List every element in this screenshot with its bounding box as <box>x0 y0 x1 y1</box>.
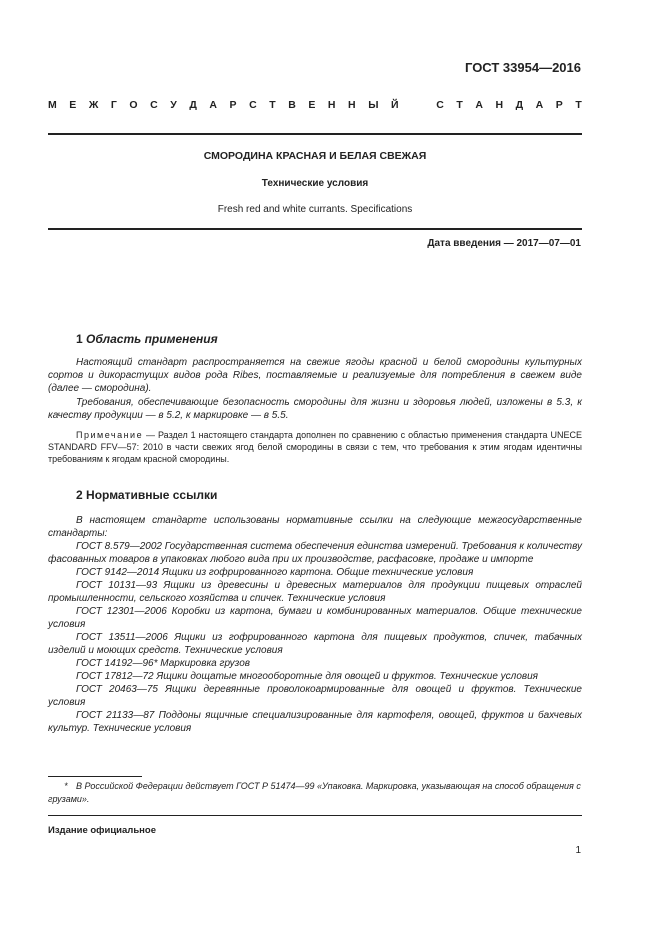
heading-letter: Т <box>269 99 276 111</box>
heading-letter: В <box>288 99 296 111</box>
section-1-heading <box>76 332 218 346</box>
heading-letter: Т <box>575 99 582 111</box>
heading-letter: С <box>150 99 158 111</box>
heading-letter: Т <box>456 99 463 111</box>
english-title: Fresh red and white currants. Specifications <box>217 204 413 215</box>
page-number: 1 <box>575 845 581 856</box>
heading-letter: Ы <box>368 99 379 111</box>
heading-letter: А <box>209 99 217 111</box>
document-title: СМОРОДИНА КРАСНАЯ И БЕЛАЯ СВЕЖАЯ <box>203 150 427 162</box>
section-1-paragraph-1: Настоящий стандарт распространяется на свежие ягоды красной и белой смородины культурных сортов и дикорастущих видов рода Ribes, поставляемые и реализуемые для потребления в свежем виде (далее — смородина). <box>48 357 582 394</box>
effective-date: Дата введения — 2017—07—01 <box>427 238 581 249</box>
footer-rule <box>48 815 582 816</box>
heading-letter: А <box>475 99 483 111</box>
reference-list <box>48 540 582 735</box>
section-2-heading <box>76 488 217 502</box>
section-2-title: Нормативные ссылки <box>86 488 218 502</box>
heading-letter: Г <box>110 99 117 111</box>
footnote-rule <box>48 776 142 777</box>
reference-item: ГОСТ 14192—96* Маркировка грузов <box>76 658 250 669</box>
title-rule <box>48 228 582 230</box>
section-1-note <box>48 429 582 465</box>
heading-letter: Н <box>495 99 504 111</box>
heading-letter: Д <box>515 99 524 111</box>
heading-letter: У <box>170 99 177 111</box>
reference-item: ГОСТ 9142—2014 Ящики из гофрированного картона. Общие технические условия <box>76 567 474 578</box>
reference-item: ГОСТ 12301—2006 Коробки из картона, бумаги и комбинированных материалов. Общие технические условия <box>48 606 582 630</box>
document-number: ГОСТ 33954—2016 <box>465 60 581 75</box>
reference-item: ГОСТ 17812—72 Ящики дощатые многооборотные для овощей и фруктов. Технические условия <box>76 671 538 682</box>
heading-letter: Р <box>229 99 237 111</box>
heading-letter: Е <box>308 99 316 111</box>
heading-letter: О <box>129 99 138 111</box>
section-1-title: Область применения <box>86 332 218 346</box>
heading-letter: Н <box>327 99 336 111</box>
reference-item: ГОСТ 13511—2006 Ящики из гофрированного картона для пищевых продуктов, спичек, табачных изделий и моющих средств. Технические условия <box>48 632 582 656</box>
heading-letter: Р <box>555 99 563 111</box>
section-1-paragraph-2: Требования, обеспечивающие безопасность смородины для жизни и здоровья людей, изложены в 5.3, к качеству продукции — в 5.2, к маркировке — в 5.5. <box>48 397 582 421</box>
heading-letter: М <box>48 99 57 111</box>
heading-letter: Ж <box>88 99 99 111</box>
note-label: Примечание <box>76 430 144 440</box>
reference-item: ГОСТ 10131—93 Ящики из древесины и древесных материалов для продукции пищевых отраслей промышленности, сельского хозяйства и спичек. Технические условия <box>48 580 582 604</box>
reference-item: ГОСТ 20463—75 Ящики деревянные проволокоармированные для овощей и фруктов. Технические условия <box>48 684 582 708</box>
reference-item: ГОСТ 8.579—2002 Государственная система обеспечения единства измерений. Требования к количеству фасованных товаров в упаковках любого вида при их производстве, расфасовке, продаже и импорте <box>48 541 582 565</box>
heading-letter: А <box>535 99 544 111</box>
section-1-number: 1 <box>76 332 83 346</box>
reference-item: ГОСТ 21133—87 Поддоны ящичные специализированные для картофеля, овощей, фруктов и бахчевых культур. Технические условия <box>48 710 582 734</box>
heading-letter: Й <box>391 99 399 111</box>
footnote-mark: * <box>64 781 68 791</box>
section-2-intro: В настоящем стандарте использованы нормативные ссылки на следующие межгосударственные стандарты: <box>48 515 582 539</box>
section-2-number: 2 <box>76 488 83 502</box>
footnote-text: В Российской Федерации действует ГОСТ Р 51474—99 «Упаковка. Маркировка, указывающая на способ обращения с грузами». <box>48 781 581 804</box>
document-subtitle: Технические условия <box>261 178 369 189</box>
official-edition-label: Издание официальное <box>48 825 156 836</box>
heading-letter: С <box>436 99 444 111</box>
heading-letter: Д <box>189 99 197 111</box>
header-rule <box>48 133 582 135</box>
note-text: — Раздел 1 настоящего стандарта дополнен по сравнению с областью применения стандарта UNECE STANDARD FFV—57: 2010 в части свежих ягод белой смородины в связи с тем, что требования к этим ягодам идентичны требованиям к ягодам красной смородины. <box>48 430 582 464</box>
heading-letter: Е <box>69 99 77 111</box>
heading-letter: Н <box>348 99 356 111</box>
heading-letter: С <box>249 99 257 111</box>
standard-type-heading <box>48 99 582 111</box>
footnote <box>48 780 582 805</box>
